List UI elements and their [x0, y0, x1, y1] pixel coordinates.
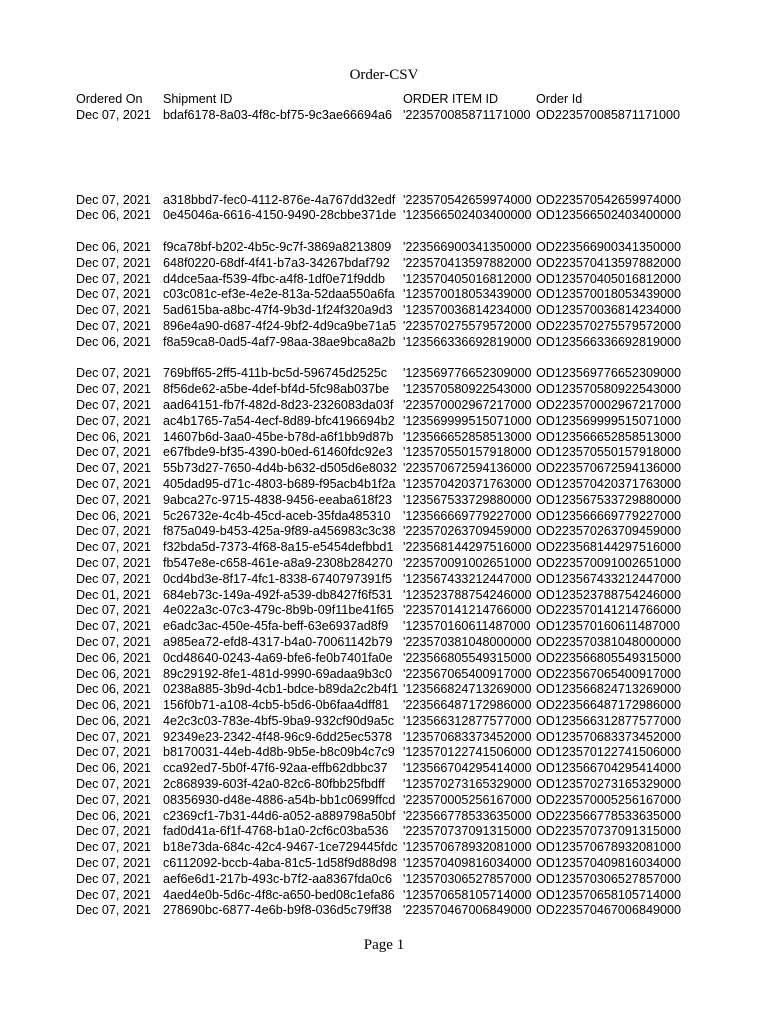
table-row	[74, 824, 694, 840]
order-id-cell: OD123570550157918000	[536, 445, 681, 460]
page-number: Page 1	[363, 937, 405, 953]
order-id-cell: OD223570263709459000	[536, 524, 681, 539]
header-ordered-on: Ordered On	[76, 92, 143, 106]
table-row	[74, 256, 694, 272]
order-id-cell: OD123570409816034000	[536, 856, 681, 871]
order-item-id-cell: '123569776652309000	[403, 366, 532, 381]
order-id-cell: OD223566778533635000	[536, 808, 681, 823]
order-item-id-cell: '223567065400917000	[403, 666, 532, 681]
table-row	[74, 493, 694, 509]
order-id-cell: OD223570381048000000	[536, 634, 681, 649]
order-item-id-cell: '123566312877577000	[403, 713, 532, 728]
shipment-id-cell: f8a59ca8-0ad5-4af7-98aa-38ae9bca8a2b	[163, 334, 396, 349]
shipment-id-cell: f9ca78bf-b202-4b5c-9c7f-3869a8213809	[163, 239, 392, 254]
order-id-cell: OD223570002967217000	[536, 397, 681, 412]
order-item-id-cell: '223570005256167000	[403, 792, 532, 807]
table-row	[74, 430, 694, 446]
order-item-id-cell: '223570672594136000	[403, 461, 532, 476]
shipment-id-cell: ac4b1765-7a54-4ecf-8d89-bfc4196694b2	[163, 413, 395, 428]
ordered-on-cell: Dec 07, 2021	[76, 729, 151, 744]
order-item-id-cell: '123566652858513000	[403, 429, 532, 444]
blank-cell	[74, 351, 694, 367]
ordered-on-cell: Dec 07, 2021	[76, 777, 151, 792]
order-id-cell: OD223566805549315000	[536, 650, 681, 665]
table-row	[74, 382, 694, 398]
shipment-id-cell: c6112092-bccb-4aba-81c5-1d58f9d88d98	[163, 856, 397, 871]
table-row	[74, 793, 694, 809]
ordered-on-cell: Dec 07, 2021	[76, 555, 151, 570]
shipment-id-cell: 9abca27c-9715-4838-9456-eeaba618f23	[163, 492, 392, 507]
order-item-id-cell: '123570122741506000	[403, 745, 532, 760]
order-id-cell: OD123570273165329000	[536, 777, 681, 792]
order-id-cell: OD223570542659974000	[536, 192, 681, 207]
table-row	[74, 682, 694, 698]
order-id-cell: OD123570405016812000	[536, 271, 681, 286]
ordered-on-cell: Dec 07, 2021	[76, 571, 151, 586]
shipment-id-cell: 4aed4e0b-5d6c-4f8c-a650-bed08c1efa86	[163, 887, 395, 902]
order-id-cell: OD123566669779227000	[536, 508, 681, 523]
order-item-id-cell: '223568144297516000	[403, 540, 532, 555]
order-id-cell: OD223570737091315000	[536, 824, 681, 839]
ordered-on-cell: Dec 07, 2021	[76, 382, 151, 397]
shipment-id-cell: bdaf6178-8a03-4f8c-bf75-9c3ae66694a6	[163, 107, 392, 122]
table-row	[74, 714, 694, 730]
order-id-cell: OD123566652858513000	[536, 429, 681, 444]
shipment-id-cell: 92349e23-2342-4f48-96c9-6dd25ec5378	[163, 729, 392, 744]
ordered-on-cell: Dec 07, 2021	[76, 461, 151, 476]
order-id-cell: OD223570275579572000	[536, 318, 681, 333]
shipment-id-cell: 4e022a3c-07c3-479c-8b9b-09f11be41f65	[163, 603, 394, 618]
table-row	[74, 303, 694, 319]
table-row	[74, 698, 694, 714]
shipment-id-cell: b18e73da-684c-42c4-9467-1ce729445fdc	[163, 840, 398, 855]
table-row	[74, 619, 694, 635]
shipment-id-cell: cca92ed7-5b0f-47f6-92aa-effb62dbbc37	[163, 761, 388, 776]
table-row	[74, 509, 694, 525]
order-id-cell: OD123567533729880000	[536, 492, 681, 507]
table-row	[74, 556, 694, 572]
order-id-cell: OD123570018053439000	[536, 287, 681, 302]
shipment-id-cell: c2369cf1-7b31-44d6-a052-a889798a50bf	[163, 808, 396, 823]
ordered-on-cell: Dec 07, 2021	[76, 745, 151, 760]
shipment-id-cell: b8170031-44eb-4d8b-9b5e-b8c09b4c7c9	[163, 745, 395, 760]
order-id-cell: OD223567065400917000	[536, 666, 681, 681]
shipment-id-cell: fb547e8e-c658-461e-a8a9-2308b284270	[163, 555, 393, 570]
order-id-cell: OD123569999515071000	[536, 413, 681, 428]
order-id-cell: OD123570306527857000	[536, 871, 681, 886]
order-id-cell: OD123566336692819000	[536, 334, 681, 349]
ordered-on-cell: Dec 07, 2021	[76, 303, 151, 318]
table-row	[74, 398, 694, 414]
table-row	[74, 761, 694, 777]
table-row	[74, 540, 694, 556]
ordered-on-cell: Dec 07, 2021	[76, 856, 151, 871]
shipment-id-cell: 2c868939-603f-42a0-82c6-80fbb25fbdff	[163, 777, 385, 792]
ordered-on-cell: Dec 07, 2021	[76, 366, 151, 381]
shipment-id-cell: 08356930-d48e-4886-a54b-bb1c0699ffcd	[163, 792, 396, 807]
ordered-on-cell: Dec 07, 2021	[76, 192, 151, 207]
table-row	[74, 840, 694, 856]
order-item-id-cell: '123570306527857000	[403, 871, 532, 886]
order-item-id-cell: '123570160611487000	[403, 619, 531, 634]
shipment-id-cell: 0cd48640-0243-4a69-bfe6-fe0b7401fa0e	[163, 650, 393, 665]
order-id-cell: OD123566824713269000	[536, 682, 681, 697]
ordered-on-cell: Dec 06, 2021	[76, 808, 151, 823]
order-item-id-cell: '123570409816034000	[403, 856, 532, 871]
table-row	[74, 335, 694, 351]
order-item-id-cell: '223566900341350000	[403, 239, 532, 254]
order-id-cell: OD123566502403400000	[536, 208, 681, 223]
order-id-cell: OD123570658105714000	[536, 887, 681, 902]
shipment-id-cell: 684eb73c-149a-492f-a539-db8427f6f531	[163, 587, 393, 602]
table-body	[74, 108, 694, 919]
order-item-id-cell: '123570273165329000	[403, 777, 532, 792]
ordered-on-cell: Dec 07, 2021	[76, 540, 151, 555]
shipment-id-cell: 5c26732e-4c4b-45cd-aceb-35fda485310	[163, 508, 391, 523]
table-row	[74, 208, 694, 224]
ordered-on-cell: Dec 06, 2021	[76, 508, 151, 523]
table-row	[74, 524, 694, 540]
order-item-id-cell: '123570580922543000	[403, 382, 532, 397]
order-id-cell: OD223566900341350000	[536, 239, 681, 254]
shipment-id-cell: e67fbde9-bf35-4390-b0ed-61460fdc92e3	[163, 445, 393, 460]
shipment-id-cell: 4e2c3c03-783e-4bf5-9ba9-932cf90d9a5c	[163, 713, 395, 728]
table-row	[74, 651, 694, 667]
shipment-id-cell: aad64151-fb7f-482d-8d23-2326083da03f	[163, 397, 394, 412]
table-row	[74, 366, 694, 382]
table-row	[74, 461, 694, 477]
shipment-id-cell: 0238a885-3b9d-4cb1-bdce-b89da2c2b4f1	[163, 682, 399, 697]
order-id-cell: OD123523788754246000	[536, 587, 681, 602]
ordered-on-cell: Dec 07, 2021	[76, 792, 151, 807]
shipment-id-cell: 278690bc-6877-4e6b-b9f8-036d5c79ff38	[163, 903, 392, 918]
shipment-id-cell: 0e45046a-6616-4150-9490-28cbbe371de	[163, 208, 397, 223]
shipment-id-cell: a318bbd7-fec0-4112-876e-4a767dd32edf	[163, 192, 396, 207]
order-item-id-cell: '223566805549315000	[403, 650, 532, 665]
order-item-id-cell: '123570405016812000	[403, 271, 532, 286]
order-item-id-cell: '123566336692819000	[403, 334, 532, 349]
ordered-on-cell: Dec 06, 2021	[76, 650, 151, 665]
ordered-on-cell: Dec 07, 2021	[76, 255, 151, 270]
table-row	[74, 193, 694, 209]
order-item-id-cell: '123570018053439000	[403, 287, 532, 302]
ordered-on-cell: Dec 07, 2021	[76, 840, 151, 855]
orders-table	[74, 92, 694, 919]
blank-cell	[74, 224, 694, 240]
table-row	[74, 319, 694, 335]
ordered-on-cell: Dec 07, 2021	[76, 619, 151, 634]
order-item-id-cell: '223570085871171000	[403, 107, 531, 122]
shipment-id-cell: 648f0220-68df-4f41-b7a3-34267bdaf792	[163, 255, 390, 270]
blank-row	[74, 351, 694, 367]
table-row	[74, 730, 694, 746]
table-row	[74, 856, 694, 872]
order-item-id-cell: '223570467006849000	[403, 903, 532, 918]
order-id-cell: OD123570160611487000	[536, 619, 681, 634]
order-item-id-cell: '223570381048000000	[403, 634, 532, 649]
order-item-id-cell: '123570036814234000	[403, 303, 532, 318]
shipment-id-cell: aef6e6d1-217b-493c-b7f2-aa8367fda0c6	[163, 871, 392, 886]
order-id-cell: OD123570122741506000	[536, 745, 681, 760]
table-row	[74, 414, 694, 430]
ordered-on-cell: Dec 07, 2021	[76, 887, 151, 902]
table-row	[74, 888, 694, 904]
ordered-on-cell: Dec 07, 2021	[76, 271, 151, 286]
order-id-cell: OD123570580922543000	[536, 382, 681, 397]
shipment-id-cell: d4dce5aa-f539-4fbc-a4f8-1df0e71f9ddb	[163, 271, 385, 286]
order-item-id-cell: '123569999515071000	[403, 413, 532, 428]
shipment-id-cell: 89c29192-8fe1-481d-9990-69adaa9b3c0	[163, 666, 392, 681]
order-id-cell: OD123570683373452000	[536, 729, 681, 744]
order-item-id-cell: '123523788754246000	[403, 587, 532, 602]
order-item-id-cell: '123570550157918000	[403, 445, 532, 460]
shipment-id-cell: fad0d41a-6f1f-4768-b1a0-2cf6c03ba536	[163, 824, 389, 839]
order-item-id-cell: '123566824713269000	[403, 682, 532, 697]
order-item-id-cell: '223570091002651000	[403, 555, 532, 570]
order-id-cell: OD223570467006849000	[536, 903, 681, 918]
shipment-id-cell: 405dad95-d71c-4803-b689-f95acb4b1f2a	[163, 476, 396, 491]
order-item-id-cell: '223570263709459000	[403, 524, 532, 539]
order-item-id-cell: '223570413597882000	[403, 255, 532, 270]
ordered-on-cell: Dec 06, 2021	[76, 208, 151, 223]
table-row	[74, 272, 694, 288]
blank-row	[74, 124, 694, 193]
ordered-on-cell: Dec 01, 2021	[76, 587, 151, 602]
order-item-id-cell: '123570658105714000	[403, 887, 532, 902]
ordered-on-cell: Dec 07, 2021	[76, 824, 151, 839]
shipment-id-cell: e6adc3ac-450e-45fa-beff-63e6937ad8f9	[163, 619, 389, 634]
shipment-id-cell: 8f56de62-a5be-4def-bf4d-5fc98ab037be	[163, 382, 390, 397]
order-id-cell: OD123566704295414000	[536, 761, 681, 776]
order-item-id-cell: '223570141214766000	[403, 603, 532, 618]
table-row	[74, 872, 694, 888]
shipment-id-cell: 55b73d27-7650-4d4b-b632-d505d6e8032	[163, 461, 397, 476]
shipment-id-cell: 5ad615ba-a8bc-47f4-9b3d-1f24f320a9d3	[163, 303, 393, 318]
ordered-on-cell: Dec 06, 2021	[76, 682, 151, 697]
order-item-id-cell: '123567433212447000	[403, 571, 532, 586]
table-row	[74, 572, 694, 588]
ordered-on-cell: Dec 07, 2021	[76, 107, 151, 122]
order-id-cell: OD223566487172986000	[536, 698, 681, 713]
order-id-cell: OD223570091002651000	[536, 555, 681, 570]
table-row	[74, 903, 694, 919]
ordered-on-cell: Dec 07, 2021	[76, 903, 151, 918]
table-row	[74, 809, 694, 825]
order-id-cell: OD123570036814234000	[536, 303, 681, 318]
order-id-cell: OD123570420371763000	[536, 476, 681, 491]
order-item-id-cell: '123570683373452000	[403, 729, 532, 744]
ordered-on-cell: Dec 06, 2021	[76, 239, 151, 254]
order-id-cell: OD223570413597882000	[536, 255, 681, 270]
ordered-on-cell: Dec 07, 2021	[76, 413, 151, 428]
ordered-on-cell: Dec 06, 2021	[76, 698, 151, 713]
ordered-on-cell: Dec 07, 2021	[76, 476, 151, 491]
order-item-id-cell: '123570420371763000	[403, 476, 532, 491]
table-row	[74, 635, 694, 651]
table-row	[74, 603, 694, 619]
shipment-id-cell: f875a049-b453-425a-9f89-a456983c3c38	[163, 524, 396, 539]
order-item-id-cell: '223570275579572000	[403, 318, 532, 333]
ordered-on-cell: Dec 06, 2021	[76, 666, 151, 681]
order-id-cell: OD223570141214766000	[536, 603, 681, 618]
order-item-id-cell: '223566487172986000	[403, 698, 532, 713]
blank-cell	[74, 124, 694, 193]
ordered-on-cell: Dec 07, 2021	[76, 524, 151, 539]
table-row	[74, 745, 694, 761]
shipment-id-cell: 0cd4bd3e-8f17-4fc1-8338-6740797391f5	[163, 571, 392, 586]
shipment-id-cell: 769bff65-2ff5-411b-bc5d-596745d2525c	[163, 366, 388, 381]
order-id-cell: OD123566312877577000	[536, 713, 681, 728]
order-item-id-cell: '223570542659974000	[403, 192, 532, 207]
shipment-id-cell: 156f0b71-a108-4cb5-b5d6-0b6faa4dff81	[163, 698, 389, 713]
shipment-id-cell: f32bda5d-7373-4f68-8a15-e5454defbbd1	[163, 540, 394, 555]
table-row	[74, 287, 694, 303]
order-id-cell: OD223570005256167000	[536, 792, 681, 807]
ordered-on-cell: Dec 07, 2021	[76, 318, 151, 333]
ordered-on-cell: Dec 06, 2021	[76, 713, 151, 728]
shipment-id-cell: 14607b6d-3aa0-45be-b78d-a6f1bb9d87b	[163, 429, 394, 444]
table-row	[74, 445, 694, 461]
ordered-on-cell: Dec 07, 2021	[76, 492, 151, 507]
table-row	[74, 240, 694, 256]
header-order-item-id: ORDER ITEM ID	[403, 92, 499, 106]
order-id-cell: OD123567433212447000	[536, 571, 681, 586]
ordered-on-cell: Dec 07, 2021	[76, 603, 151, 618]
order-id-cell: OD223570085871171000	[536, 107, 681, 122]
ordered-on-cell: Dec 07, 2021	[76, 445, 151, 460]
order-item-id-cell: '123566502403400000	[403, 208, 532, 223]
shipment-id-cell: c03c081c-ef3e-4e2e-813a-52daa550a6fa	[163, 287, 395, 302]
page-title: Order-CSV	[349, 67, 419, 83]
ordered-on-cell: Dec 07, 2021	[76, 287, 151, 302]
ordered-on-cell: Dec 06, 2021	[76, 429, 151, 444]
table-row	[74, 667, 694, 683]
order-item-id-cell: '123567533729880000	[403, 492, 532, 507]
ordered-on-cell: Dec 07, 2021	[76, 397, 151, 412]
order-item-id-cell: '223566778533635000	[403, 808, 532, 823]
table-row	[74, 108, 694, 124]
order-id-cell: OD123570678932081000	[536, 840, 681, 855]
shipment-id-cell: 896e4a90-d687-4f24-9bf2-4d9ca9be71a5	[163, 318, 397, 333]
order-id-cell: OD123569776652309000	[536, 366, 681, 381]
order-id-cell: OD223570672594136000	[536, 461, 681, 476]
table-row	[74, 477, 694, 493]
ordered-on-cell: Dec 07, 2021	[76, 634, 151, 649]
header-row	[74, 92, 694, 108]
order-item-id-cell: '123570678932081000	[403, 840, 532, 855]
order-item-id-cell: '223570002967217000	[403, 397, 532, 412]
order-item-id-cell: '123566669779227000	[403, 508, 532, 523]
header-shipment-id: Shipment ID	[163, 92, 233, 106]
header-order-id: Order Id	[536, 92, 583, 106]
ordered-on-cell: Dec 07, 2021	[76, 871, 151, 886]
shipment-id-cell: a985ea72-efd8-4317-b4a0-70061142b79	[163, 634, 393, 649]
ordered-on-cell: Dec 06, 2021	[76, 761, 151, 776]
blank-row	[74, 224, 694, 240]
order-item-id-cell: '223570737091315000	[403, 824, 532, 839]
order-item-id-cell: '123566704295414000	[403, 761, 532, 776]
table-row	[74, 588, 694, 604]
table-row	[74, 777, 694, 793]
ordered-on-cell: Dec 06, 2021	[76, 334, 151, 349]
order-id-cell: OD223568144297516000	[536, 540, 681, 555]
